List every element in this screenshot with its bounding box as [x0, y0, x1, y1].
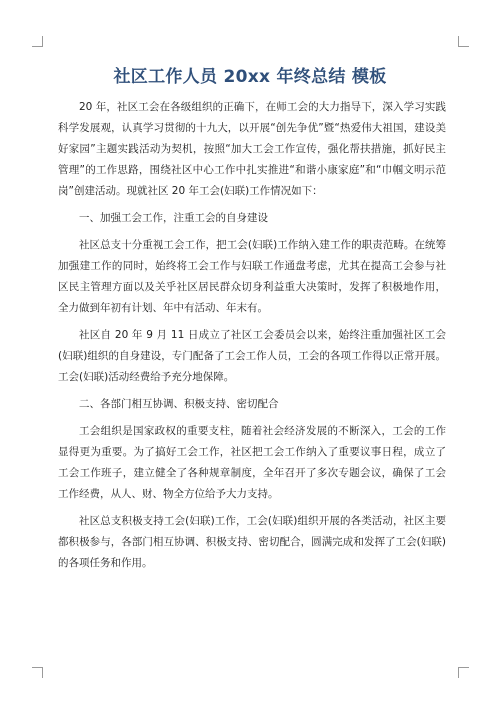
- page-corner-mark-top-right: [458, 36, 469, 47]
- document-body: [58, 97, 446, 580]
- section-heading-1: 一、加强工会工作，注重工会的自身建设: [79, 212, 268, 224]
- body-paragraph: 工会组织是国家政权的重要支柱，随着社会经济发展的不断深入，工会的工作显得更为重要。为了搞好工会工作，社区把工会工作纳入了重要议事日程，成立了工会工作班子，建立健全了各种规章制度，全年召开了多次专题会议，确保了工会工作经费，从人、财、物全方位给予大力支持。: [58, 425, 446, 500]
- body-paragraph: 社区总支积极支持工会(妇联)工作，工会(妇联)组织开展的各类活动，社区主要都积极参与，各部门相互协调、积极支持、密切配合，圆满完成和发挥了工会(妇联)的各项任务和作用。: [58, 515, 446, 569]
- page-corner-mark-bottom-left: [32, 667, 43, 678]
- page-corner-mark-top-left: [32, 36, 43, 47]
- body-paragraph: 社区自 20 年 9 月 11 日成立了社区工会委员会以来，始终注重加强社区工会(妇联)组织的自身建设，专门配备了工会工作人员，工会的各项工作得以正常开展。工会(妇联)活动经费给予充分地保障。: [58, 329, 446, 383]
- section-heading-2: 二、各部门相互协调、积极支持、密切配合: [79, 398, 279, 410]
- intro-paragraph: 20 年，社区工会在各级组织的正确下，在师工会的大力指导下，深入学习实践科学发展观，认真学习贯彻的十九大，以开展“创先争优”暨“热爱伟大祖国，建设美好家园”主题实践活动为契机，按照“加大工会工作宣传，强化帮扶措施，抓好民主管理”的工作思路，围绕社区中心工作中扎实推进“和谐小康家庭”和“巾帼文明示范岗”创建活动。现就社区 20 年工会(妇联)工作情况如下：: [58, 101, 446, 197]
- page-corner-mark-bottom-right: [458, 667, 469, 678]
- document-title: 社区工作人员 20xx 年终总结 模板: [113, 67, 387, 87]
- body-paragraph: 社区总支十分重视工会工作，把工会(妇联)工作纳入建工作的职责范畴。在统筹加强建工作的同时，始终将工会工作与妇联工作通盘考虑，尤其在提高工会参与社区民主管理方面以及关乎社区居民群众切身利益重大决策时，发挥了积极地作用，全力做到年初有计划、年中有活动、年末有。: [58, 239, 446, 314]
